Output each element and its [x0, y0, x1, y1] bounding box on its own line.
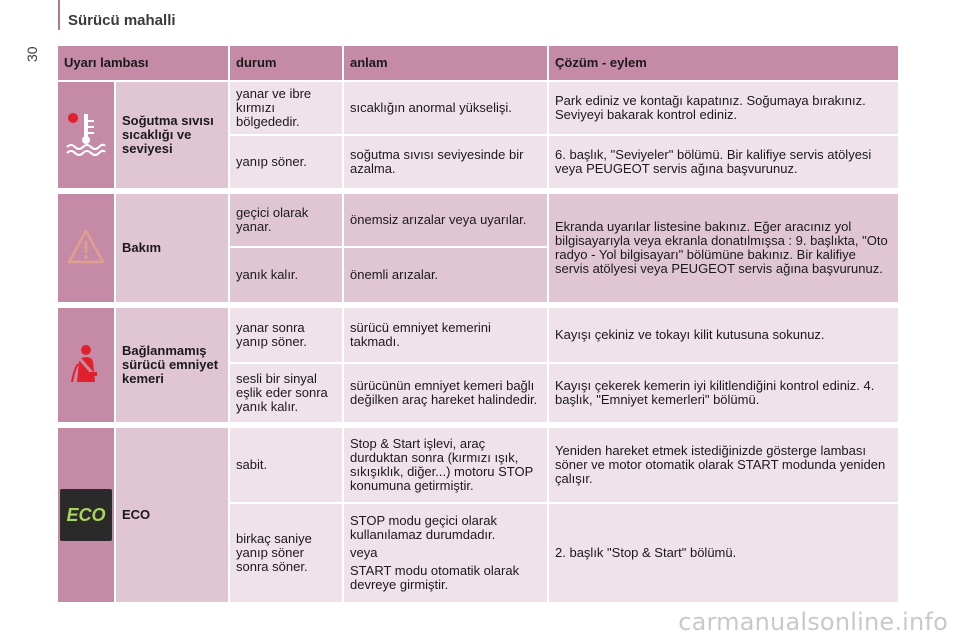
- table-row: [58, 194, 900, 248]
- table-row: [58, 308, 900, 364]
- coolant-lamp-cell: [58, 82, 116, 190]
- eco-anlam-2-part: veya: [350, 545, 378, 560]
- page-number: 30: [24, 46, 40, 62]
- seatbelt-cozum-1: Kayışı çekiniz ve tokayı kilit kutusuna sokunuz.: [549, 308, 900, 364]
- section-title: Sürücü mahalli: [68, 12, 176, 29]
- eco-anlam-2: [344, 504, 549, 604]
- coolant-anlam-1: sıcaklığın anormal yükselişi.: [344, 82, 549, 136]
- service-lamp-cell: [58, 194, 116, 304]
- service-anlam-1: önemsiz arızalar veya uyarılar.: [344, 194, 549, 248]
- coolant-durum-1: yanar ve ibre kırmızı bölgededir.: [230, 82, 344, 136]
- coolant-durum-2: yanıp söner.: [230, 136, 344, 190]
- header-warning-lamp: Uyarı lambası: [58, 46, 230, 82]
- eco-anlam-2-part: STOP modu geçici olarak kullanılamaz durumdadır.: [350, 513, 497, 542]
- eco-anlam-2-part: START modu otomatik olarak devreye girmiştir.: [350, 563, 520, 592]
- coolant-temperature-icon: [63, 111, 109, 157]
- seatbelt-durum-1: yanar sonra yanıp söner.: [230, 308, 344, 364]
- table-row: [58, 82, 900, 136]
- eco-lamp-cell: [58, 428, 116, 604]
- service-cozum: Ekranda uyarılar listesine bakınız. Eğer aracınız yol bilgisayarıyla veya ekranla donatılmışsa : 9. başlıkta, "Oto radyo - Yol bilgisayarı" bölümüne bakınız. Bir kalifiye servis atölyesi veya PEUGEOT servis ağına başvurunuz.: [549, 194, 900, 304]
- side-rule: [58, 0, 60, 30]
- seatbelt-lamp-cell: [58, 308, 116, 424]
- eco-cozum-2: 2. başlık "Stop & Start" bölümü.: [549, 504, 900, 604]
- eco-durum-2: birkaç saniye yanıp söner sonra söner.: [230, 504, 344, 604]
- coolant-label: Soğutma sıvısı sıcaklığı ve seviyesi: [116, 82, 230, 190]
- seatbelt-anlam-2: sürücünün emniyet kemeri bağlı değilken araç hareket halindedir.: [344, 364, 549, 424]
- eco-durum-1: sabit.: [230, 428, 344, 504]
- eco-icon: ECO: [60, 489, 112, 541]
- service-warning-triangle-icon: [66, 228, 106, 266]
- seatbelt-icon: [66, 342, 106, 386]
- coolant-cozum-1: Park ediniz ve kontağı kapatınız. Soğumaya bırakınız. Seviyeyi bakarak kontrol ediniz.: [549, 82, 900, 136]
- coolant-anlam-2: soğutma sıvısı seviyesinde bir azalma.: [344, 136, 549, 190]
- warning-lamp-table: [58, 46, 900, 604]
- service-durum-2: yanık kalır.: [230, 248, 344, 304]
- eco-cozum-1: Yeniden hareket etmek istediğinizde gösterge lambası söner ve motor otomatik olarak START modunda yeniden çalışır.: [549, 428, 900, 504]
- seatbelt-durum-2: sesli bir sinyal eşlik eder sonra yanık kalır.: [230, 364, 344, 424]
- header-durum: durum: [230, 46, 344, 82]
- eco-label: ECO: [116, 428, 230, 604]
- service-anlam-2: önemli arızalar.: [344, 248, 549, 304]
- seatbelt-label: Bağlanmamış sürücü emniyet kemeri: [116, 308, 230, 424]
- table-row: [58, 428, 900, 504]
- watermark: carmanualsonline.info: [678, 608, 948, 636]
- coolant-cozum-2: 6. başlık, "Seviyeler" bölümü. Bir kalifiye servis atölyesi veya PEUGEOT servis ağına başvurunuz.: [549, 136, 900, 190]
- table-header-row: [58, 46, 900, 82]
- eco-anlam-1: Stop & Start işlevi, araç durduktan sonra (kırmızı ışık, sıkışıklık, diğer...) motoru STOP konumuna getirmiştir.: [344, 428, 549, 504]
- header-cozum: Çözüm - eylem: [549, 46, 900, 82]
- service-durum-1: geçici olarak yanar.: [230, 194, 344, 248]
- service-label: Bakım: [116, 194, 230, 304]
- header-anlam: anlam: [344, 46, 549, 82]
- seatbelt-anlam-1: sürücü emniyet kemerini takmadı.: [344, 308, 549, 364]
- seatbelt-cozum-2: Kayışı çekerek kemerin iyi kilitlendiğini kontrol ediniz. 4. başlık, "Emniyet kemerleri" bölümü.: [549, 364, 900, 424]
